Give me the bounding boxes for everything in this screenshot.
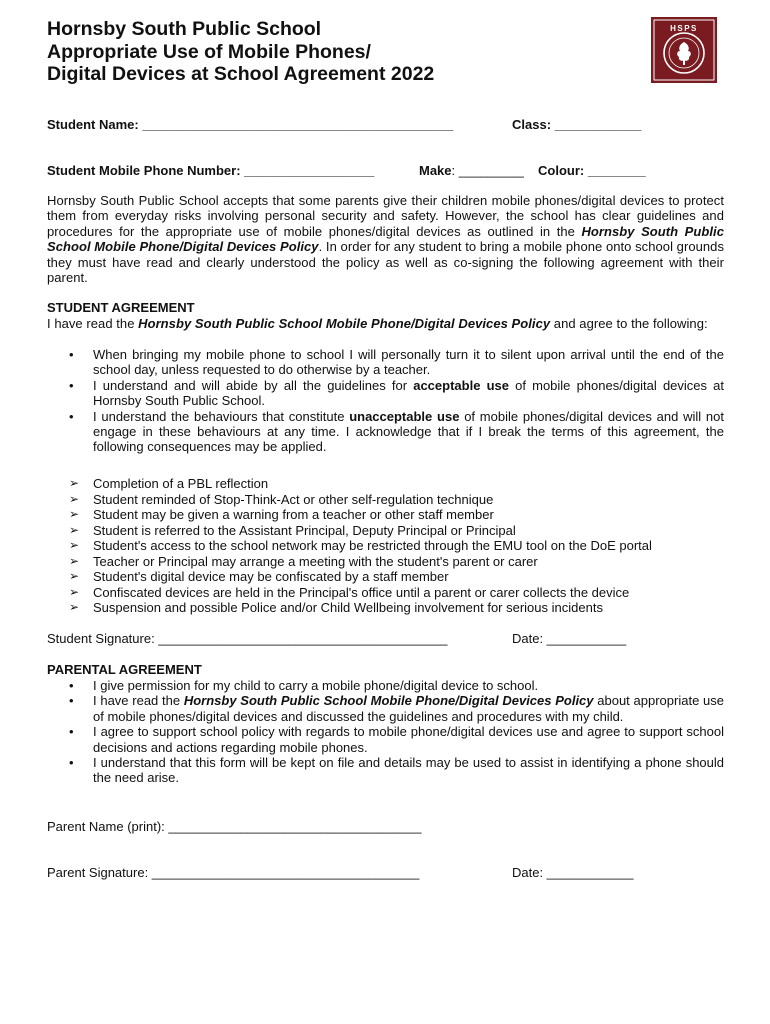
- title-line-1: Hornsby South Public School: [47, 18, 322, 40]
- arrow-icon: ➢: [69, 600, 80, 614]
- list-item: [47, 693, 724, 724]
- consequence-text: Student reminded of Stop-Think-Act or other self-regulation technique: [93, 491, 494, 507]
- list-item-text: I understand the behaviours that constitute: [93, 408, 350, 424]
- consequence-item: [47, 523, 727, 539]
- consequence-text: Confiscated devices are held in the Principal's office until a parent or carer collects the device: [93, 584, 630, 600]
- unacceptable-use-text: unacceptable use: [349, 408, 460, 424]
- list-item-text: I understand that this form will be kept on file and details may be used to assist in identifying a phone should the need arise.: [93, 755, 724, 786]
- student-policy-name: Hornsby South Public School Mobile Phone/Digital Devices Policy: [138, 316, 551, 331]
- student-agreement-list: [47, 347, 724, 455]
- parental-agreement-list: [47, 678, 724, 786]
- make-value: : _________: [451, 163, 524, 178]
- arrow-icon: ➢: [69, 491, 80, 506]
- consequence-text: Teacher or Principal may arrange a meeting with the student's parent or carer: [93, 553, 538, 569]
- arrow-icon: ➢: [69, 507, 80, 521]
- consequence-item: [47, 476, 727, 492]
- school-logo: [651, 17, 717, 83]
- student-intro-tail: and agree to the following:: [550, 316, 708, 331]
- list-item: [47, 378, 724, 409]
- acceptable-use-text: acceptable use: [413, 377, 509, 393]
- consequence-item: [47, 538, 727, 554]
- list-item-text: I have read the: [93, 693, 184, 709]
- list-item-text: I understand and will abide by all the guidelines for: [93, 377, 414, 393]
- list-item-text: I agree to support school policy with regards to mobile phone/digital devices use and agree to support school decisions and actions regarding mobile phones.: [93, 724, 724, 755]
- list-item-text-tail: of mobile phones/digital devices and will not engage in these behaviours at any time. I acknowledge that if I break the terms of this agreement, the following consequences may be applied.: [93, 408, 724, 455]
- logo-letters: HSPS: [670, 24, 698, 33]
- parent-signature-field[interactable]: Parent Signature: _____________________________________: [47, 865, 420, 880]
- student-date-field[interactable]: Date: ___________: [512, 631, 627, 646]
- consequence-text: Student is referred to the Assistant Principal, Deputy Principal or Principal: [93, 522, 516, 538]
- list-item: [47, 347, 724, 378]
- consequence-item: [47, 585, 727, 601]
- intro-text-2: . In order for any student to bring a mobile phone onto school grounds they must have read and clearly understood the policy as well as co-signing the following agreement with their parent.: [47, 239, 725, 286]
- consequence-text: Student's access to the school network may be restricted through the EMU tool on the DoE portal: [93, 538, 652, 553]
- student-signature-field[interactable]: Student Signature: ________________________________________: [47, 631, 448, 646]
- consequence-item: [47, 600, 727, 616]
- parental-agreement-heading: PARENTAL AGREEMENT: [47, 662, 202, 677]
- list-item: [47, 755, 724, 786]
- consequences-list: [47, 476, 727, 616]
- list-item-text-tail: of mobile phones/digital devices at Hornsby South Public School.: [93, 377, 725, 409]
- class-field[interactable]: Class: ____________: [512, 117, 642, 132]
- consequence-text: Student's digital device may be confiscated by a staff member: [93, 569, 449, 584]
- bullet-icon: •: [69, 377, 74, 393]
- list-item: [47, 678, 724, 693]
- arrow-icon: ➢: [69, 522, 80, 537]
- arrow-icon: ➢: [69, 476, 80, 490]
- bullet-icon: •: [69, 693, 74, 709]
- list-item: [47, 409, 724, 455]
- student-agreement-heading: STUDENT AGREEMENT: [47, 300, 195, 315]
- bullet-icon: •: [69, 678, 74, 693]
- bullet-icon: •: [69, 347, 74, 362]
- consequence-item: [47, 569, 727, 585]
- arrow-icon: ➢: [69, 538, 80, 552]
- list-item-text: When bringing my mobile phone to school I will personally turn it to silent upon arrival until the end of the school day, unless requested to do otherwise by a teacher.: [93, 347, 724, 378]
- consequence-text: Completion of a PBL reflection: [93, 476, 269, 491]
- consequence-item: [47, 507, 727, 523]
- list-item: [47, 724, 724, 755]
- intro-text-1: Hornsby South Public School accepts that some parents give their children mobile phones/digital devices to protect them from everyday risks involving personal security and safety. However, the school has clear guidelines and procedures for the appropriate use of mobile phones/digital devices as outlined in the: [47, 193, 724, 239]
- make-label: Make: [419, 163, 452, 178]
- student-agreement-intro: [47, 316, 724, 331]
- colour-field[interactable]: Colour: ________: [538, 163, 646, 178]
- consequence-text: Suspension and possible Police and/or Child Wellbeing involvement for serious incidents: [93, 600, 603, 615]
- list-item-text: I give permission for my child to carry a mobile phone/digital device to school.: [93, 678, 539, 693]
- arrow-icon: ➢: [69, 569, 80, 583]
- bullet-icon: •: [69, 408, 74, 424]
- title-line-3: Digital Devices at School Agreement 2022: [47, 63, 435, 85]
- parent-name-field[interactable]: Parent Name (print): ___________________________________: [47, 819, 422, 834]
- make-field[interactable]: [419, 163, 524, 179]
- parent-policy-name: Hornsby South Public School Mobile Phone/Digital Devices Policy: [183, 693, 594, 709]
- page-title: [47, 18, 607, 86]
- title-line-2: Appropriate Use of Mobile Phones/: [47, 40, 371, 63]
- intro-paragraph: [47, 193, 724, 285]
- student-name-field[interactable]: Student Name: ___________________________________________: [47, 117, 454, 132]
- parent-date-field[interactable]: Date: ____________: [512, 865, 634, 880]
- arrow-icon: ➢: [69, 553, 80, 568]
- arrow-icon: ➢: [69, 584, 80, 599]
- intro-policy-name: Hornsby South Public School Mobile Phone/Digital Devices Policy: [47, 223, 724, 255]
- bullet-icon: •: [69, 755, 74, 771]
- consequence-item: [47, 492, 727, 508]
- student-intro-text: I have read the: [47, 316, 139, 331]
- consequence-item: [47, 554, 727, 570]
- consequence-text: Student may be given a warning from a teacher or other staff member: [93, 507, 494, 522]
- list-item-text-tail: about appropriate use of mobile phones/digital devices and discussed the guidelines and procedures with my child.: [93, 693, 724, 724]
- bullet-icon: •: [69, 724, 74, 740]
- phone-number-field[interactable]: Student Mobile Phone Number: __________________: [47, 163, 375, 178]
